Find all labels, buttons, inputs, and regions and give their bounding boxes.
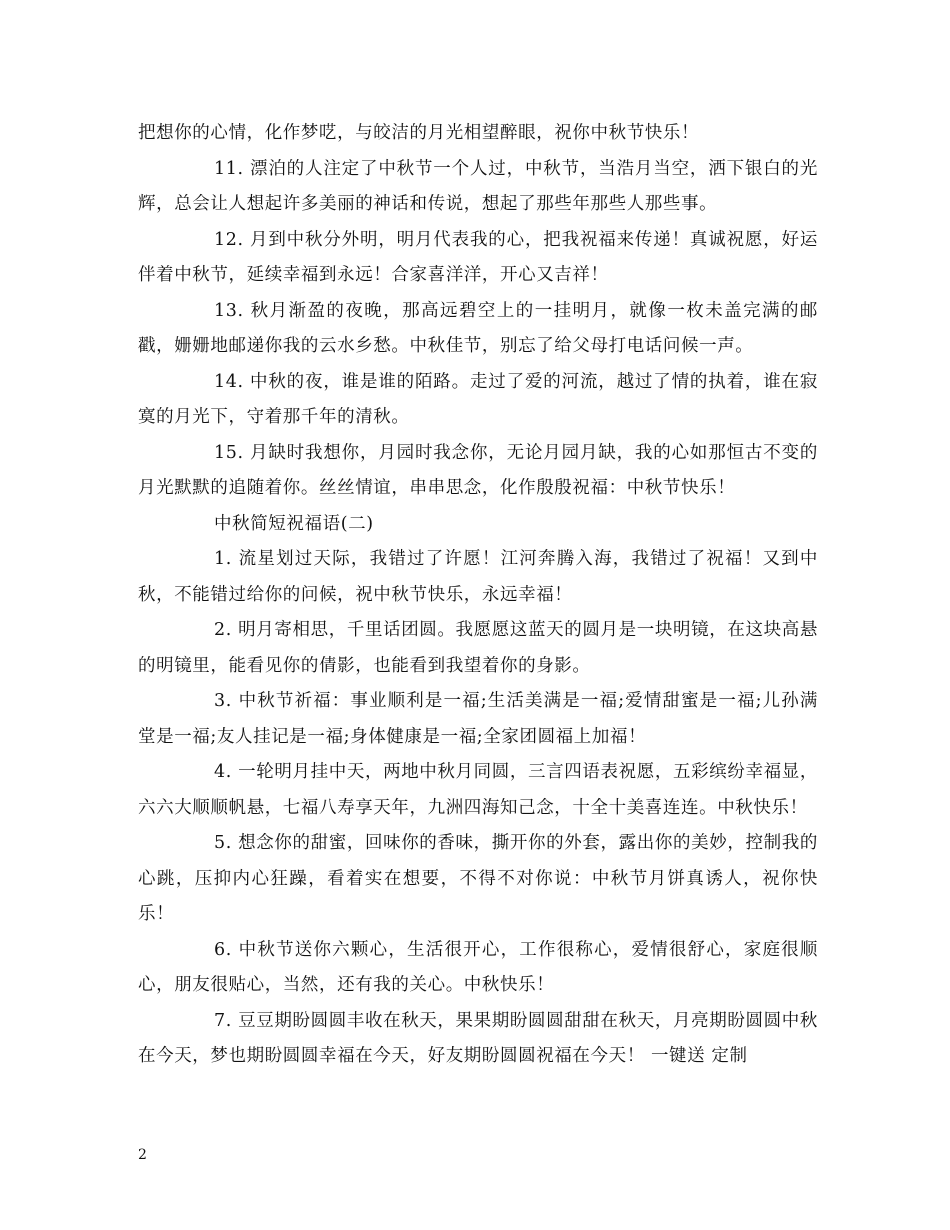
document-body — [138, 116, 818, 1075]
section-heading: 中秋简短祝福语(二) — [214, 513, 374, 534]
paragraph: 14. 中秋的夜，谁是谁的陌路。走过了爱的河流，越过了情的执着，谁在寂寞的月光下，守着那千年的清秋。 — [138, 371, 818, 427]
paragraph: 4. 一轮明月挂中天，两地中秋月同圆，三言四语表祝愿，五彩缤纷幸福显，六六大顺顺帆悬，七福八寿享天年，九洲四海知己念，十全十美喜连连。中秋快乐！ — [138, 762, 818, 818]
paragraph: 2. 明月寄相思，千里话团圆。我愿愿这蓝天的圆月是一块明镜，在这块高悬的明镜里，能看见你的倩影，也能看到我望着你的身影。 — [138, 620, 818, 676]
paragraph: 3. 中秋节祈福：事业顺利是一福;生活美满是一福;爱情甜蜜是一福;儿孙满堂是一福;友人挂记是一福;身体健康是一福;全家团圆福上加福！ — [138, 691, 818, 747]
page-number: 2 — [138, 1147, 147, 1163]
paragraph: 11. 漂泊的人注定了中秋节一个人过，中秋节，当浩月当空，洒下银白的光辉，总会让人想起许多美丽的神话和传说，想起了那些年那些人那些事。 — [138, 158, 818, 214]
paragraph: 12. 月到中秋分外明，明月代表我的心，把我祝福来传递！真诚祝愿，好运伴着中秋节，延续幸福到永远！合家喜洋洋，开心又吉祥！ — [138, 229, 818, 285]
paragraph: 把想你的心情，化作梦呓，与皎洁的月光相望醉眼，祝你中秋节快乐！ — [138, 123, 700, 143]
paragraph: 15. 月缺时我想你，月园时我念你，无论月园月缺，我的心如那恒古不变的月光默默的追随着你。丝丝情谊，串串思念，化作殷殷祝福：中秋节快乐！ — [138, 442, 818, 498]
paragraph: 5. 想念你的甜蜜，回味你的香味，撕开你的外套，露出你的美妙，控制我的心跳，压抑内心狂躁，看着实在想要，不得不对你说：中秋节月饼真诱人，祝你快乐！ — [138, 833, 818, 924]
paragraph: 6. 中秋节送你六颗心，生活很开心，工作很称心，爱情很舒心，家庭很顺心，朋友很贴心，当然，还有我的关心。中秋快乐！ — [138, 939, 818, 995]
paragraph: 7. 豆豆期盼圆圆丰收在秋天，果果期盼圆圆甜甜在秋天，月亮期盼圆圆中秋在今天，梦也期盼圆圆幸福在今天，好友期盼圆圆祝福在今天！ 一键送 定制 — [138, 1010, 818, 1066]
paragraph: 1. 流星划过天际，我错过了许愿！江河奔腾入海，我错过了祝福！又到中秋，不能错过给你的问候，祝中秋节快乐，永远幸福！ — [138, 549, 818, 605]
paragraph: 13. 秋月渐盈的夜晚，那高远碧空上的一挂明月，就像一枚未盖完满的邮戳，姗姗地邮递你我的云水乡愁。中秋佳节，别忘了给父母打电话问候一声。 — [138, 300, 818, 356]
